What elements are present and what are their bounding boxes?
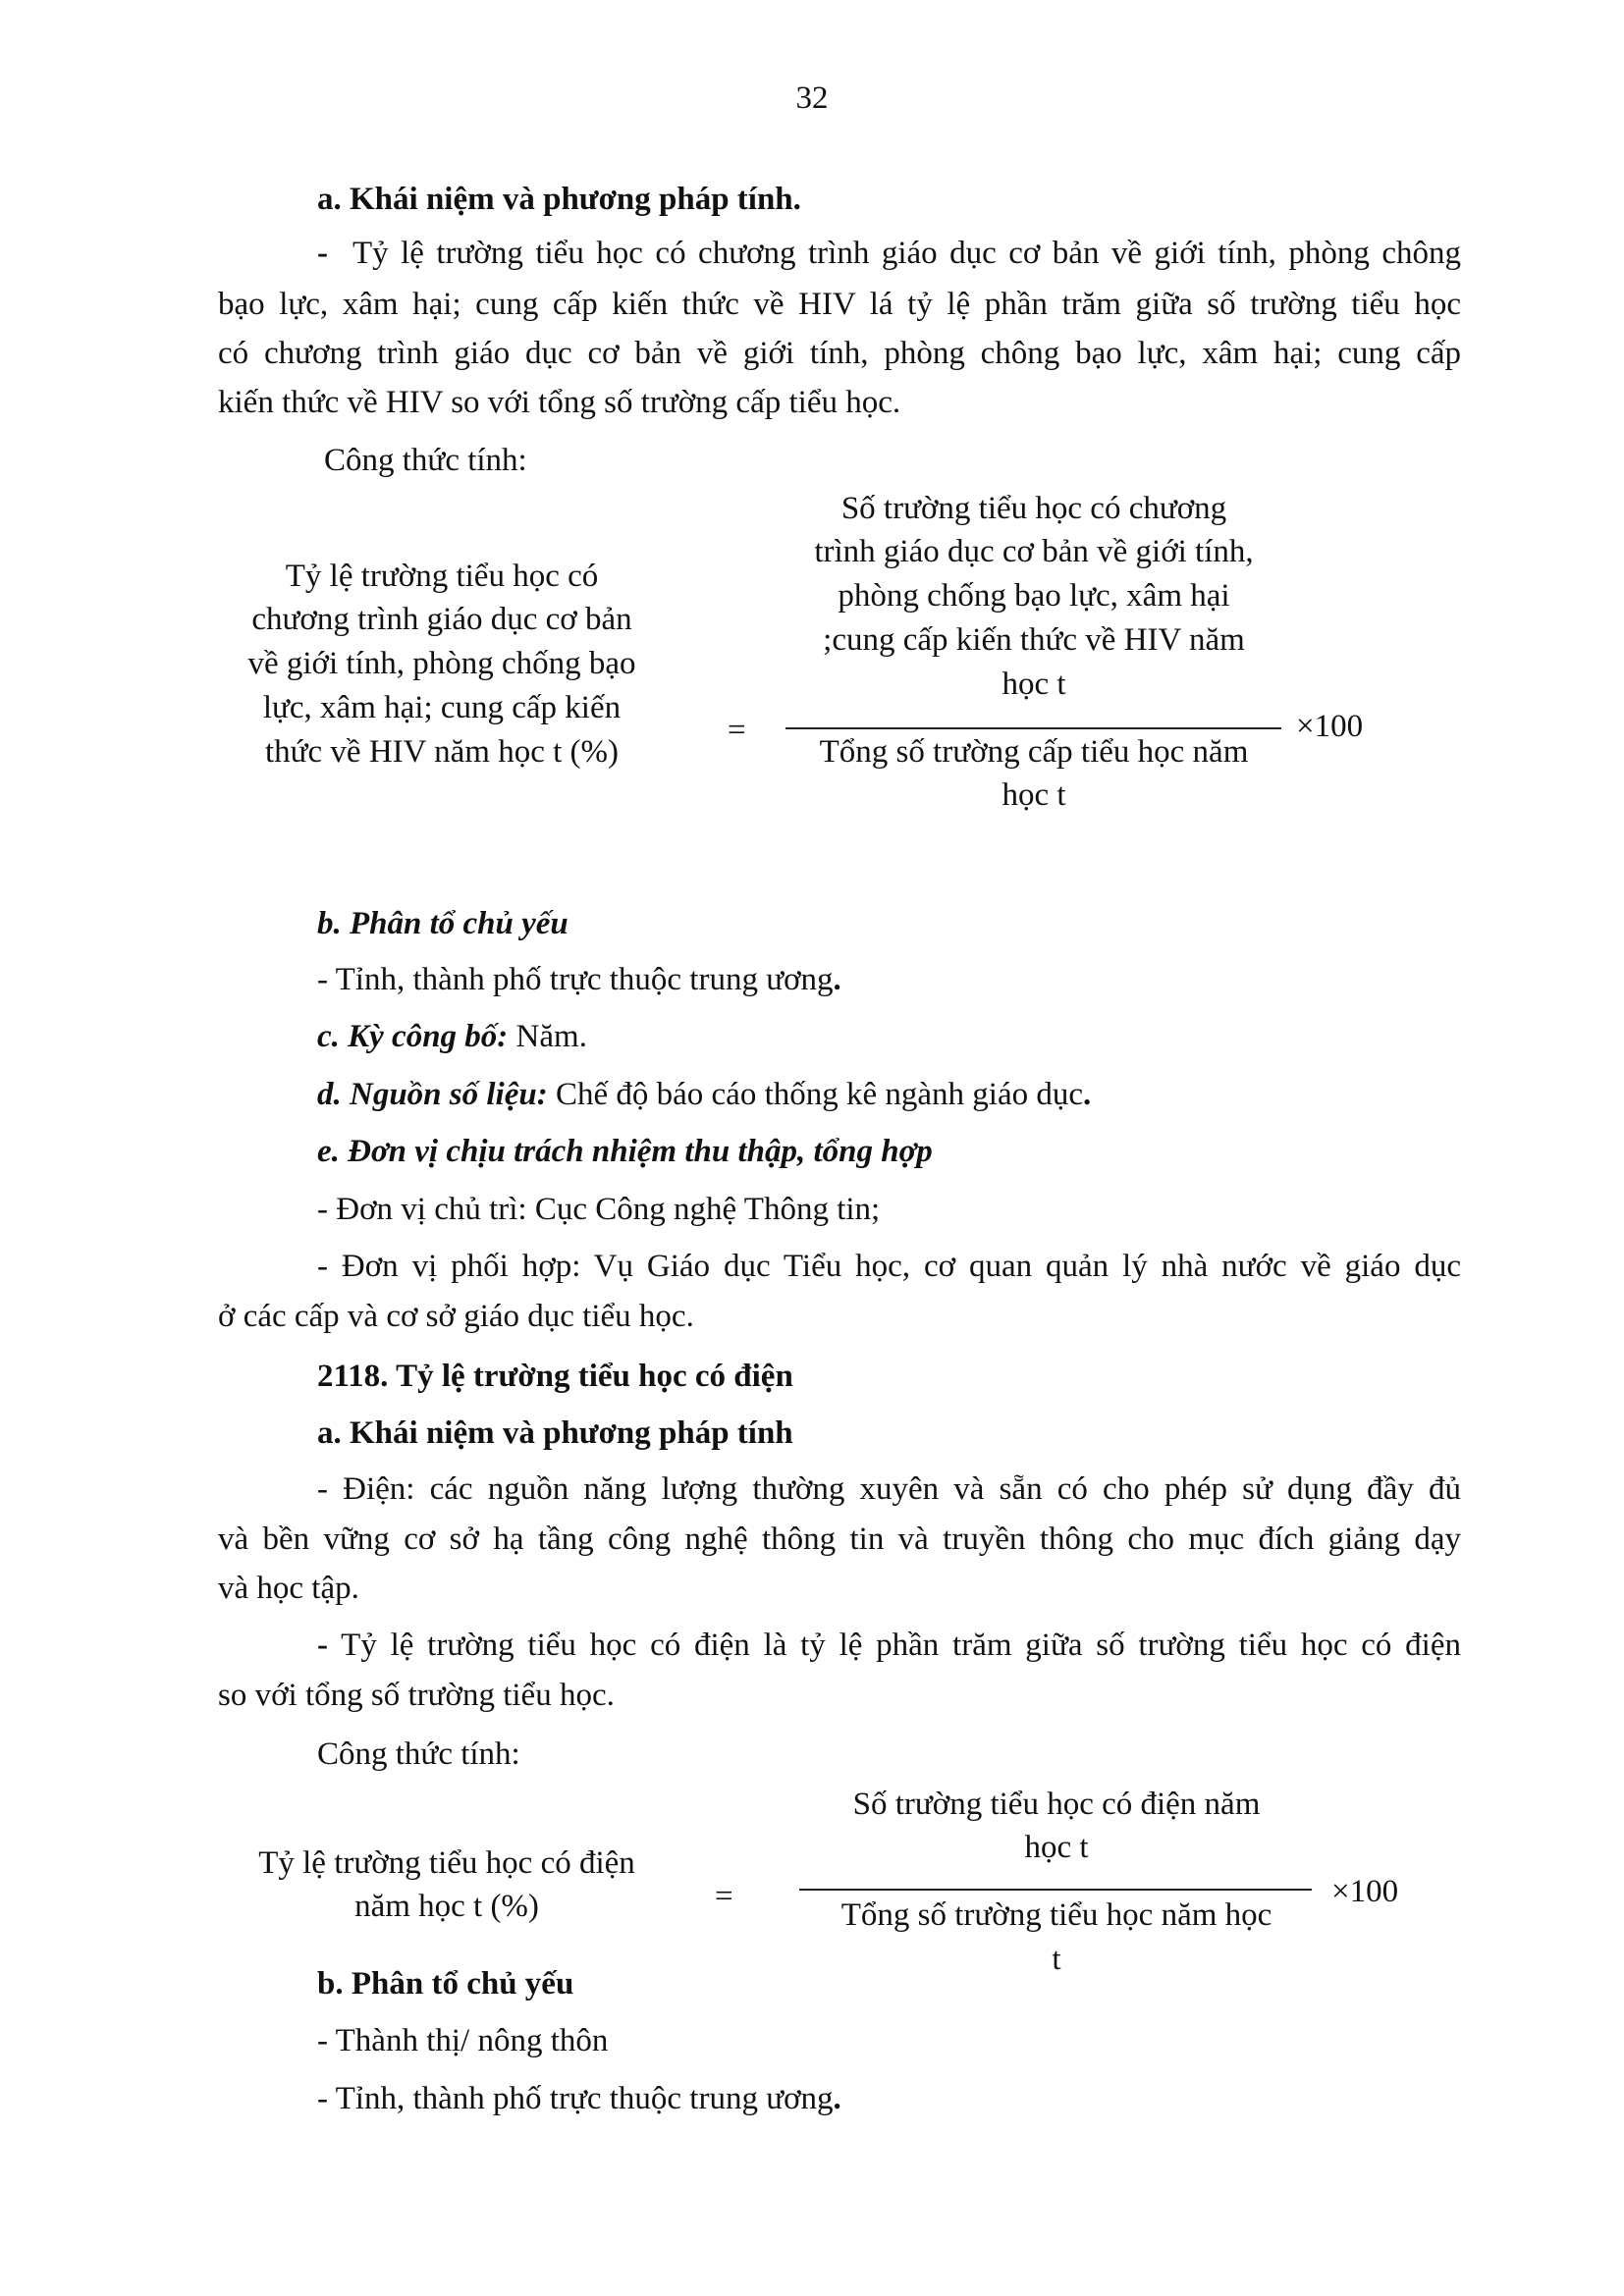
classification-item: - Tỉnh, thành phố trực thuộc trung ương. — [317, 962, 841, 997]
definition-line: so với tổng số trường tiểu học. — [218, 1678, 615, 1713]
formula-label: Công thức tính: — [324, 443, 527, 478]
denominator-line: Tổng số trường tiểu học năm học — [840, 1897, 1272, 1933]
numerator-line: trình giáo dục cơ bản về giới tính, — [814, 534, 1254, 569]
denominator-line: Tổng số trường cấp tiểu học năm — [819, 734, 1249, 770]
definition-line: Tỷ lệ trường tiểu học có chương trình giáo dục cơ bản về giới tính, phòng chông — [352, 236, 1461, 271]
formula-left-line: chương trình giáo dục cơ bản — [251, 602, 632, 637]
section-heading-a: a. Khái niệm và phương pháp tính — [317, 1415, 793, 1451]
numerator-line: phòng chống bạo lực, xâm hại — [838, 578, 1230, 614]
definition-line: kiến thức về HIV so với tổng số trường cấp tiểu học. — [218, 385, 901, 420]
numerator-line: Số trường tiểu học có chương — [840, 491, 1227, 526]
numerator-line: ;cung cấp kiến thức về HIV năm — [823, 622, 1245, 658]
definition-line: Tỷ lệ trường tiểu học có điện là tỷ lệ phần trăm giữa số trường tiểu học có điện — [328, 1628, 1461, 1663]
numerator-line: học t — [1024, 1830, 1089, 1865]
equals-sign: = — [728, 713, 746, 748]
multiplier: ×100 — [1331, 1874, 1399, 1909]
multiplier: ×100 — [1296, 709, 1364, 744]
equals-sign: = — [715, 1879, 733, 1914]
section-heading-b: b. Phân tổ chủ yếu — [317, 906, 568, 941]
page-number: 32 — [795, 80, 829, 116]
source-label: d. Nguồn số liệu: — [317, 1077, 548, 1112]
source-value: Chế độ báo cáo thống kê ngành giáo dục — [547, 1077, 1083, 1112]
classification-text: - Tỉnh, thành phố trực thuộc trung ương — [317, 962, 834, 997]
dash-marker: - — [317, 1628, 328, 1663]
publication-label: c. Kỳ công bố: — [317, 1019, 509, 1054]
formula-left-line: năm học t (%) — [354, 1889, 539, 1924]
section-heading-b: b. Phân tổ chủ yếu — [317, 1966, 574, 2002]
dash-marker: - — [317, 236, 328, 271]
publication-period — [317, 1017, 587, 1056]
formula-left-line: về giới tính, phòng chống bạo — [247, 646, 636, 681]
publication-value: Năm. — [508, 1019, 587, 1054]
formula-left-line: Tỷ lệ trường tiểu học có — [285, 559, 599, 594]
responsible-unit-lead: - Đơn vị chủ trì: Cục Công nghệ Thông tin; — [317, 1192, 881, 1227]
formula-left-line: Tỷ lệ trường tiểu học có điện — [258, 1845, 635, 1881]
numerator-line: học t — [1001, 667, 1066, 702]
fraction-bar — [785, 727, 1281, 729]
section-heading-a: a. Khái niệm và phương pháp tính. — [317, 182, 801, 217]
definition-line: và bền vững cơ sở hạ tầng công nghệ thông tin và truyền thông cho mục đích giảng dạy — [218, 1522, 1461, 1557]
numerator-line: Số trường tiểu học có điện năm — [852, 1787, 1261, 1822]
data-source: d. Nguồn số liệu: Chế độ báo cáo thống kê ngành giáo dục. — [317, 1077, 1092, 1112]
formula-left-line: lực, xâm hại; cung cấp kiến — [262, 690, 622, 725]
formula-left-line: thức về HIV năm học t (%) — [264, 734, 619, 770]
indicator-title: 2118. Tỷ lệ trường tiểu học có điện — [317, 1359, 793, 1394]
classification-text: - Tỉnh, thành phố trực thuộc trung ương — [317, 2081, 834, 2116]
denominator-line: t — [1052, 1942, 1061, 1977]
classification-item: - Tỉnh, thành phố trực thuộc trung ương. — [317, 2081, 841, 2116]
denominator-line: học t — [1001, 777, 1066, 813]
partner-line: - Đơn vị phối hợp: Vụ Giáo dục Tiểu học, cơ quan quản lý nhà nước về giáo dục — [317, 1249, 1461, 1284]
definition-line: - Điện: các nguồn năng lượng thường xuyên và sẵn có cho phép sử dụng đầy đủ — [317, 1471, 1461, 1507]
definition-line: có chương trình giáo dục cơ bản về giới tính, phòng chông bạo lực, xâm hại; cung cấp — [218, 336, 1461, 371]
fraction-bar — [799, 1889, 1312, 1891]
section-heading-e: e. Đơn vị chịu trách nhiệm thu thập, tổng hợp — [317, 1134, 933, 1169]
definition-line: và học tập. — [218, 1571, 359, 1606]
partner-line: ở các cấp và cơ sở giáo dục tiểu học. — [218, 1299, 694, 1334]
formula-label: Công thức tính: — [317, 1736, 520, 1772]
classification-item: - Thành thị/ nông thôn — [317, 2023, 609, 2058]
definition-line: bạo lực, xâm hại; cung cấp kiến thức về HIV lá tỷ lệ phần trăm giữa số trường tiểu học — [218, 287, 1461, 322]
